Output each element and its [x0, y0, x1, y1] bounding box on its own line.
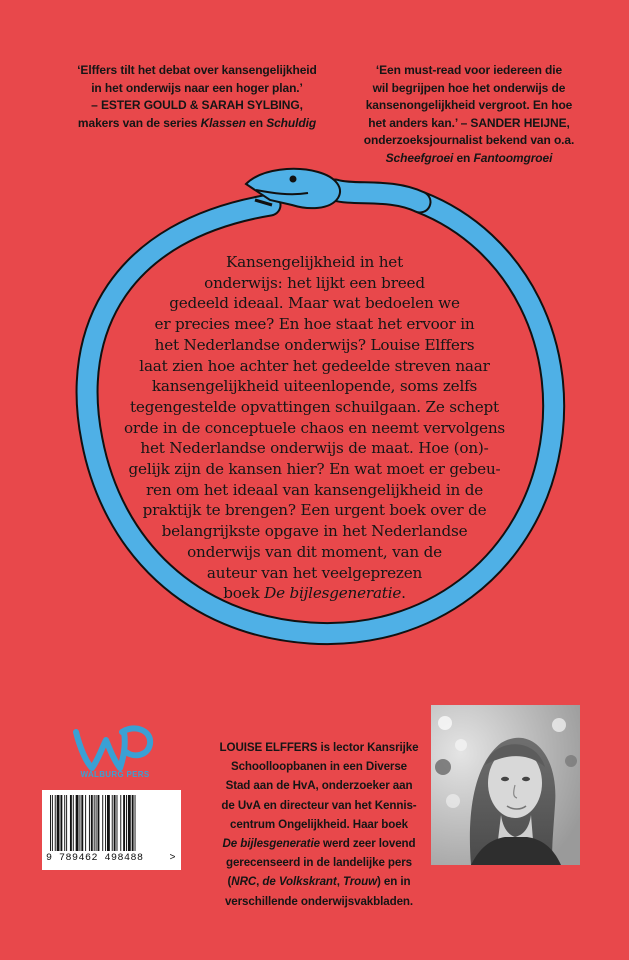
blurb-line: onderwijs: het lijkt een breed	[204, 273, 425, 292]
bio-line: gerecenseerd in de landelijke pers	[225, 856, 413, 870]
barcode	[42, 790, 181, 870]
blurb-line: tegengestelde opvattingen schuilgaan. Ze schept	[130, 397, 499, 416]
barcode-bar	[57, 795, 60, 851]
barcode-bar	[123, 795, 125, 851]
barcode-bar	[81, 795, 83, 851]
bio-line: Schoolloopbanen in een Diverse	[230, 760, 408, 774]
barcode-bar	[128, 795, 131, 851]
conjunction: en	[456, 150, 471, 165]
barcode-bar	[70, 795, 72, 851]
blurb-line: gedeeld ideaal. Maar wat bedoelen we	[169, 294, 460, 313]
quote-left-text: makers van de series	[77, 115, 198, 130]
barcode-bar	[107, 795, 110, 851]
logo-w-shape	[76, 732, 125, 768]
barcode-bar	[105, 795, 106, 851]
bio-text: werd zeer lovend	[319, 837, 416, 851]
bio-line: LOUISE ELFFERS is lector Kansrijke	[219, 741, 419, 754]
bio-text: (	[227, 875, 232, 889]
newspaper-name: Trouw	[342, 875, 378, 889]
snake-neck-fill	[335, 190, 420, 202]
blurb-line: het Nederlandse onderwijs de maat. Hoe (on)-	[140, 439, 489, 458]
conjunction: en	[249, 115, 263, 130]
barcode-bar	[60, 795, 62, 851]
barcode-bar	[64, 795, 65, 851]
bio-line	[210, 834, 428, 853]
barcode-bar	[91, 795, 93, 851]
barcode-bar	[102, 795, 103, 851]
barcode-bar	[135, 795, 136, 851]
blurb-text: .	[401, 584, 406, 603]
book-title: De bijlesgeneratie	[222, 837, 320, 851]
blurb-line: kansengelijkheid uiteenlopende, soms zelfs	[151, 377, 478, 396]
bio-line: Stad aan de HvA, onderzoeker aan	[225, 779, 413, 793]
blurb-line	[0, 583, 629, 604]
bio-line: de UvA en directeur van het Kennis-	[221, 798, 417, 812]
blurb-line: laat zien hoe achter het gedeelde streven naar	[139, 356, 490, 375]
bio-line	[210, 872, 428, 891]
bio-line: centrum Ongelijkheid. Haar boek	[230, 817, 408, 831]
blurb-line: praktijk te brengen? Een urgent boek over de	[142, 501, 487, 520]
blurb-line: gelijk zijn de kansen hier? En wat moet er gebeu-	[128, 460, 501, 479]
barcode-bar	[117, 795, 118, 851]
author-photo	[431, 705, 580, 865]
quote-left-line: ‘Elffers tilt het debat over kansengelijkheid	[77, 63, 317, 77]
barcode-bar	[96, 795, 97, 851]
isbn-digits: 9 789462 498488	[46, 853, 144, 864]
barcode-bar	[120, 795, 121, 851]
barcode-bar	[52, 795, 53, 851]
barcode-bar	[85, 795, 86, 851]
blurb-line: Kansengelijkheid in het	[226, 253, 403, 271]
barcode-bar	[55, 795, 56, 851]
barcode-bar	[94, 795, 95, 851]
barcode-bar	[98, 795, 100, 851]
bio-text: ) en in	[377, 875, 411, 889]
barcode-bar	[89, 795, 90, 851]
bio-text: ,	[336, 875, 343, 889]
barcode-bar	[66, 795, 67, 851]
newspaper-name: NRC	[231, 875, 257, 889]
blurb-line: er precies mee? En hoe staat het ervoor in	[154, 315, 475, 334]
barcode-bar	[112, 795, 113, 851]
snake-eye	[290, 176, 297, 183]
blurb-line: het Nederlandse onderwijs? Louise Elffers	[154, 335, 475, 354]
author-bio	[210, 738, 428, 911]
blurb-text: boek	[223, 584, 260, 603]
blurb-line: auteur van het veelgeprezen	[206, 563, 423, 582]
blurb-line: ren om het ideaal van kansengelijkheid in de	[145, 480, 484, 499]
book-title: Scheefgroei	[385, 150, 454, 165]
blurb	[0, 252, 629, 604]
series-title: Schuldig	[266, 115, 317, 130]
book-title: Fantoomgroei	[473, 150, 553, 165]
barcode-bar	[73, 795, 74, 851]
barcode-bar	[114, 795, 116, 851]
book-title: De bijlesgeneratie	[264, 584, 402, 603]
quote-right-line: ‘Een must-read voor iedereen die	[375, 63, 563, 77]
barcode-bars	[48, 795, 166, 855]
blurb-line: onderwijs van dit moment, van de	[187, 542, 442, 561]
quote-left-line: in het onderwijs naar een hoger plan.’	[91, 80, 303, 95]
quote-right-attribution: het anders kan.’ – SANDER HEIJNE,	[368, 115, 570, 130]
bio-text: ,	[256, 875, 263, 889]
barcode-bar	[126, 795, 127, 851]
bio-line: verschillende onderwijsvakbladen.	[224, 894, 414, 908]
blurb-line: belangrijkste opgave in het Nederlandse	[161, 522, 468, 541]
isbn-number	[46, 853, 178, 864]
blurb-line: orde in de conceptuele chaos en neemt vervolgens	[123, 418, 506, 437]
quote-right-line: kansenongelijkheid vergroot. En hoe	[365, 98, 573, 112]
series-title: Klassen	[200, 115, 246, 130]
author-portrait-image	[431, 705, 580, 865]
newspaper-name: de Volkskrant	[262, 875, 337, 889]
quote-right-line: onderzoeksjournalist bekend van o.a.	[363, 133, 575, 147]
barcode-bar	[50, 795, 51, 851]
quote-left-attribution: – ESTER GOULD & SARAH SYLBING,	[91, 98, 303, 112]
barcode-arrow: >	[169, 853, 177, 864]
publisher-name: WALBURG PERS	[80, 770, 150, 779]
barcode-bar	[79, 795, 80, 851]
barcode-bar	[132, 795, 134, 851]
quote-right-line: wil begrijpen hoe het onderwijs de	[372, 80, 566, 95]
barcode-bar	[76, 795, 79, 851]
